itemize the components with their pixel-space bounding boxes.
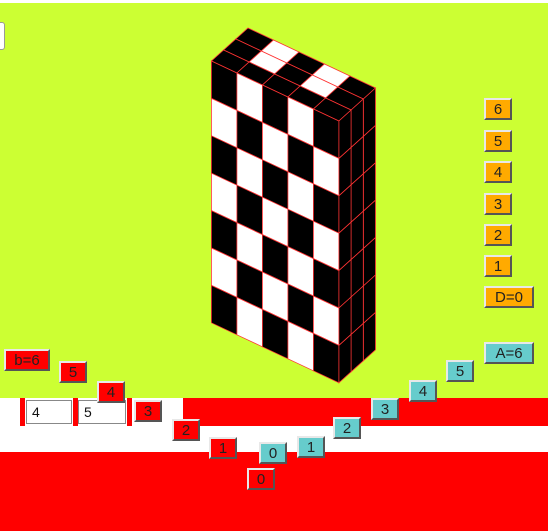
b-button-1[interactable]: 1 bbox=[209, 437, 237, 459]
a-button-2[interactable]: 2 bbox=[333, 417, 361, 439]
a-button-6[interactable]: A=6 bbox=[484, 342, 534, 364]
a-button-5[interactable]: 5 bbox=[446, 360, 474, 382]
b-button-0[interactable]: 0 bbox=[247, 468, 275, 490]
b-button-4[interactable]: 4 bbox=[97, 381, 125, 403]
band-divider-3 bbox=[127, 398, 132, 426]
a-button-3[interactable]: 3 bbox=[371, 398, 399, 420]
value-field-2[interactable]: 5 bbox=[78, 400, 126, 424]
b-button-6[interactable]: b=6 bbox=[4, 349, 50, 371]
d-button-1[interactable]: 1 bbox=[484, 255, 512, 277]
d-button-2[interactable]: 2 bbox=[484, 224, 512, 246]
d-button-6[interactable]: 6 bbox=[484, 98, 512, 120]
a-button-0[interactable]: 0 bbox=[259, 442, 287, 464]
b-button-5[interactable]: 5 bbox=[59, 361, 87, 383]
band-red-upper bbox=[183, 398, 548, 426]
a-button-1[interactable]: 1 bbox=[297, 436, 325, 458]
b-button-2[interactable]: 2 bbox=[172, 419, 200, 441]
a-button-4[interactable]: 4 bbox=[409, 380, 437, 402]
b-button-3[interactable]: 3 bbox=[134, 400, 162, 422]
d-button-5[interactable]: 5 bbox=[484, 130, 512, 152]
d-button-4[interactable]: 4 bbox=[484, 161, 512, 183]
value-field-1[interactable]: 4 bbox=[26, 400, 72, 424]
band-divider-1 bbox=[20, 398, 25, 426]
d-button-0[interactable]: D=0 bbox=[484, 286, 534, 308]
d-button-3[interactable]: 3 bbox=[484, 193, 512, 215]
